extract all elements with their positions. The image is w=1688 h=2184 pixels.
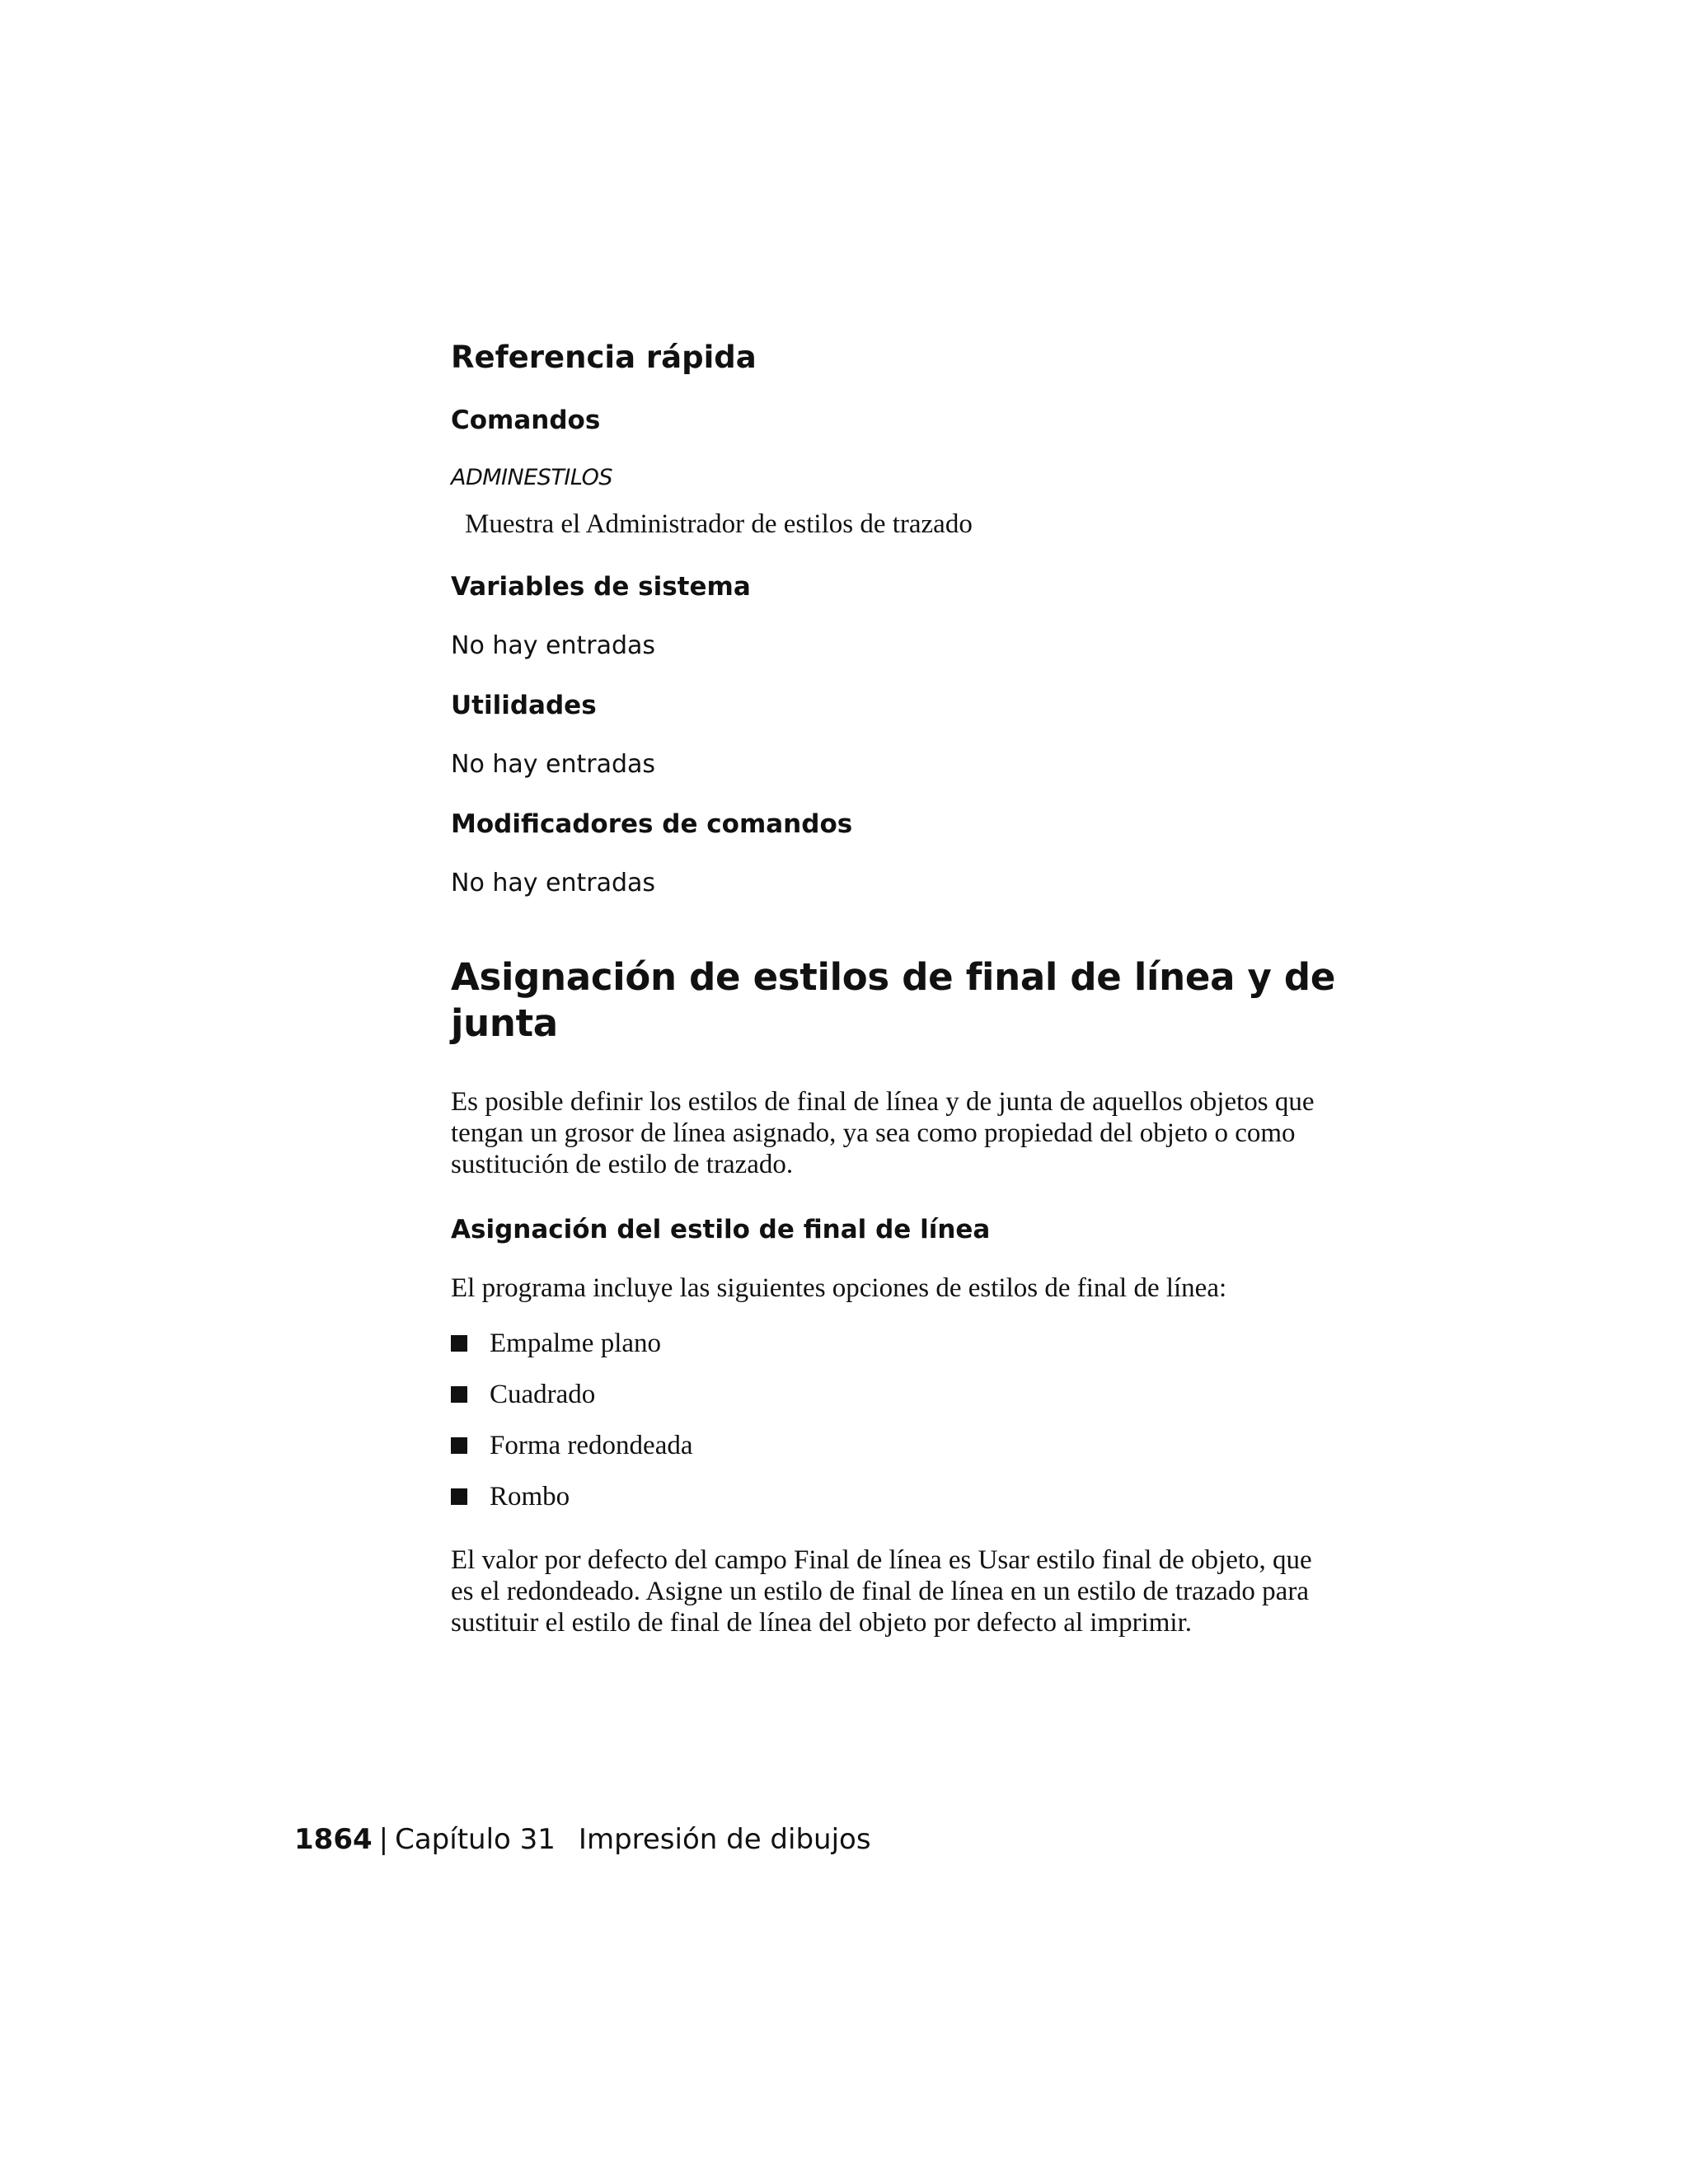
command-name: ADMINESTILOS	[451, 465, 612, 490]
section-title: Asignación de estilos de final de línea y de junta	[451, 955, 1336, 1045]
system-variables-heading: Variables de sistema	[451, 572, 751, 602]
list-item-label: Forma redondeada	[490, 1431, 693, 1460]
options-intro: El programa incluye las siguientes opciones de estilos de final de línea:	[451, 1273, 1227, 1303]
list-item	[451, 1429, 1341, 1462]
chapter-label: Capítulo 31	[395, 1823, 556, 1856]
utilities-heading: Utilidades	[451, 691, 597, 720]
list-item-label: Rombo	[490, 1482, 570, 1511]
list-item	[451, 1327, 1341, 1360]
list-item	[451, 1378, 1341, 1411]
chapter-title: Impresión de dibujos	[578, 1823, 871, 1856]
page-number: 1864	[294, 1823, 373, 1856]
command-description: Muestra el Administrador de estilos de trazado	[465, 509, 973, 539]
square-bullet-icon	[451, 1386, 467, 1403]
list-item-label: Empalme plano	[490, 1329, 662, 1358]
system-variables-text: No hay entradas	[451, 631, 656, 660]
modifiers-text: No hay entradas	[451, 869, 656, 898]
list-item-label: Cuadrado	[490, 1380, 596, 1409]
section-closing: El valor por defecto del campo Final de línea es Usar estilo final de objeto, que es el redondeado. Asigne un estilo de final de línea en un estilo de trazado para sustituir el estilo de final de línea del objeto por defecto al imprimir.	[451, 1545, 1312, 1638]
square-bullet-icon	[451, 1437, 467, 1454]
page-footer	[294, 1821, 871, 1858]
square-bullet-icon	[451, 1335, 467, 1352]
modifiers-heading: Modificadores de comandos	[451, 809, 853, 839]
quick-reference-title: Referencia rápida	[451, 340, 757, 375]
subsection-title: Asignación del estilo de final de línea	[451, 1215, 991, 1244]
utilities-text: No hay entradas	[451, 750, 656, 779]
page-content	[451, 338, 1341, 1638]
footer-separator: |	[378, 1823, 389, 1856]
list-item	[451, 1480, 1341, 1513]
section-intro: Es posible definir los estilos de final de línea y de junta de aquellos objetos que tengan un grosor de línea asignado, ya sea como propiedad del objeto o como sustitución de estilo de trazado.	[451, 1087, 1315, 1179]
options-list	[451, 1327, 1341, 1513]
commands-heading: Comandos	[451, 405, 601, 435]
square-bullet-icon	[451, 1488, 467, 1505]
